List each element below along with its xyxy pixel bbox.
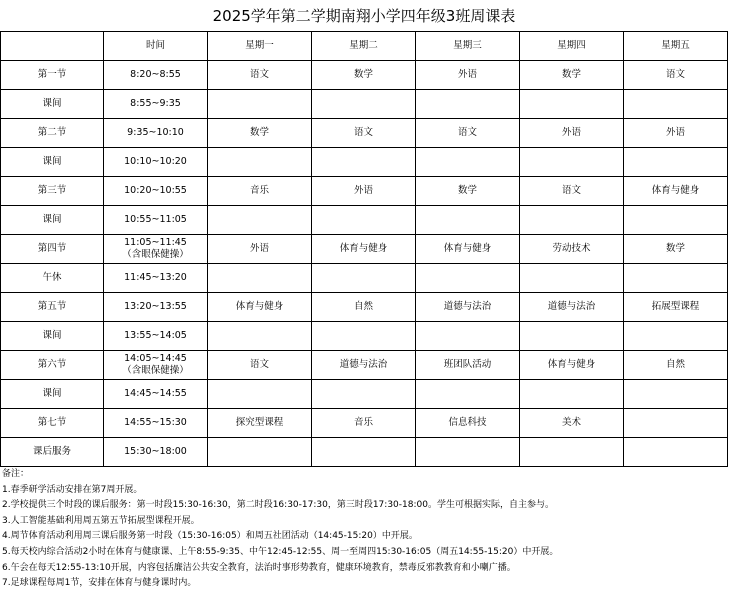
table-row (1, 61, 728, 90)
header-cell-time: 时间 (104, 32, 208, 61)
subject-cell: 数学 (416, 177, 520, 206)
subject-cell: 体育与健身 (208, 293, 312, 322)
table-row (1, 380, 728, 409)
subject-cell: 数学 (624, 235, 728, 264)
subject-cell: 体育与健身 (416, 235, 520, 264)
subject-cell: 外语 (208, 235, 312, 264)
period-time (104, 322, 208, 351)
period-time (104, 90, 208, 119)
subject-cell: 探究型课程 (208, 409, 312, 438)
subject-cell (312, 264, 416, 293)
period-time-range: 13:20~13:55 (124, 301, 187, 312)
period-time (104, 409, 208, 438)
period-label: 第三节 (1, 177, 104, 206)
period-time-range: 13:55~14:05 (124, 330, 187, 341)
subject-cell (312, 206, 416, 235)
subject-cell (416, 380, 520, 409)
subject-cell: 美术 (520, 409, 624, 438)
subject-cell: 自然 (312, 293, 416, 322)
subject-cell (208, 438, 312, 467)
subject-cell: 班团队活动 (416, 351, 520, 380)
subject-cell: 自然 (624, 351, 728, 380)
note-item: 2.学校提供三个时段的课后服务：第一时段15:30-16:30，第二时段16:30-17:30，第三时段17:30-18:00。学生可根据实际，自主参与。 (2, 500, 554, 511)
page-title: 2025学年第二学期南翔小学四年级3班周课表 (212, 7, 516, 25)
note-item: 1.春季研学活动安排在第7周开展。 (2, 484, 143, 495)
header-cell-wed: 星期三 (416, 32, 520, 61)
subject-cell (312, 322, 416, 351)
period-time-range: 8:55~9:35 (130, 98, 181, 109)
header-row (1, 32, 728, 61)
subject-cell (520, 148, 624, 177)
subject-cell: 音乐 (208, 177, 312, 206)
subject-cell (208, 206, 312, 235)
subject-cell: 道德与法治 (416, 293, 520, 322)
period-time (104, 380, 208, 409)
subject-cell: 道德与法治 (520, 293, 624, 322)
period-label: 课间 (1, 322, 104, 351)
subject-cell: 数学 (312, 61, 416, 90)
notes-heading: 备注： (2, 469, 30, 479)
table-row (1, 438, 728, 467)
subject-cell: 外语 (520, 119, 624, 148)
period-time (104, 177, 208, 206)
period-label: 课间 (1, 148, 104, 177)
period-time-range: 10:20~10:55 (124, 185, 187, 196)
period-label: 第七节 (1, 409, 104, 438)
period-time (104, 264, 208, 293)
subject-cell (520, 90, 624, 119)
subject-cell (208, 90, 312, 119)
period-label: 第六节 (1, 351, 104, 380)
subject-cell: 劳动技术 (520, 235, 624, 264)
period-time (104, 148, 208, 177)
period-time-range: 14:55~15:30 (124, 417, 187, 428)
note-item: 3.人工智能基础利用周五第五节拓展型课程开展。 (2, 515, 200, 526)
table-row (1, 322, 728, 351)
subject-cell (312, 148, 416, 177)
period-time-range: 8:20~8:55 (130, 69, 181, 80)
header-cell-mon: 星期一 (208, 32, 312, 61)
subject-cell: 信息科技 (416, 409, 520, 438)
table-row (1, 119, 728, 148)
note-item: 6.午会在每天12:55-13:10开展，内容包括廉洁公共安全教育，法治时事形势教育，健康环境教育，禁毒反邪教教育和小喇广播。 (2, 562, 516, 573)
table-row (1, 177, 728, 206)
table-row (1, 293, 728, 322)
period-time-range: 9:35~10:10 (127, 127, 184, 138)
period-time (104, 235, 208, 264)
subject-cell (624, 264, 728, 293)
note-item: 7.足球课程每周1节，安排在体育与健身课时内。 (2, 578, 197, 589)
period-label: 第一节 (1, 61, 104, 90)
subject-cell (416, 264, 520, 293)
subject-cell: 语文 (208, 61, 312, 90)
subject-cell (312, 90, 416, 119)
table-row (1, 409, 728, 438)
table-row (1, 90, 728, 119)
subject-cell (416, 206, 520, 235)
subject-cell (416, 438, 520, 467)
period-label: 课间 (1, 90, 104, 119)
period-time-range: 10:55~11:05 (124, 214, 187, 225)
period-time-range: 15:30~18:00 (124, 446, 187, 457)
subject-cell (208, 264, 312, 293)
subject-cell (520, 264, 624, 293)
period-time (104, 119, 208, 148)
subject-cell: 语文 (208, 351, 312, 380)
subject-cell (520, 322, 624, 351)
subject-cell: 语文 (624, 61, 728, 90)
header-cell-fri: 星期五 (624, 32, 728, 61)
header-cell-blank (1, 32, 104, 61)
timetable-body (1, 32, 728, 467)
subject-cell (520, 380, 624, 409)
header-cell-thu: 星期四 (520, 32, 624, 61)
subject-cell (624, 206, 728, 235)
period-time (104, 293, 208, 322)
period-time-range: 10:10~10:20 (124, 156, 187, 167)
period-time-range: 11:05~11:45 (124, 237, 187, 248)
subject-cell (624, 409, 728, 438)
period-time-range: 14:05~14:45 (124, 353, 187, 364)
period-label: 第四节 (1, 235, 104, 264)
subject-cell (416, 90, 520, 119)
subject-cell: 语文 (520, 177, 624, 206)
period-time-range: 11:45~13:20 (124, 272, 187, 283)
subject-cell: 外语 (312, 177, 416, 206)
subject-cell (312, 438, 416, 467)
timetable (0, 31, 728, 467)
subject-cell: 数学 (208, 119, 312, 148)
notes (2, 467, 728, 592)
note-item: 4.周节体育活动利用周三课后服务第一时段（15:30-16:05）和周五社团活动（14:45-15:20）中开展。 (2, 531, 418, 542)
table-row (1, 148, 728, 177)
period-time (104, 351, 208, 380)
subject-cell (208, 380, 312, 409)
subject-cell (624, 380, 728, 409)
table-row (1, 206, 728, 235)
subject-cell: 数学 (520, 61, 624, 90)
subject-cell: 外语 (624, 119, 728, 148)
subject-cell (208, 148, 312, 177)
subject-cell: 体育与健身 (312, 235, 416, 264)
subject-cell: 道德与法治 (312, 351, 416, 380)
subject-cell: 语文 (312, 119, 416, 148)
subject-cell: 外语 (416, 61, 520, 90)
period-time (104, 206, 208, 235)
table-row (1, 264, 728, 293)
subject-cell (520, 206, 624, 235)
subject-cell: 语文 (416, 119, 520, 148)
subject-cell (624, 322, 728, 351)
period-label: 第二节 (1, 119, 104, 148)
period-label: 第五节 (1, 293, 104, 322)
period-label: 课后服务 (1, 438, 104, 467)
subject-cell (624, 148, 728, 177)
subject-cell: 体育与健身 (624, 177, 728, 206)
subject-cell (416, 148, 520, 177)
header-cell-tue: 星期二 (312, 32, 416, 61)
period-time (104, 61, 208, 90)
note-item: 5.每天校内综合活动2小时在体育与健康课、上午8:55-9:35、中午12:45-12:55、周一至周四15:30-16:05（周五14:55-15:20）中开展。 (2, 546, 559, 557)
period-label: 课间 (1, 380, 104, 409)
period-time-range: 14:45~14:55 (124, 388, 187, 399)
subject-cell: 体育与健身 (520, 351, 624, 380)
subject-cell (312, 380, 416, 409)
table-row (1, 235, 728, 264)
period-time-note: （含眼保健操） (122, 365, 189, 376)
subject-cell: 拓展型课程 (624, 293, 728, 322)
subject-cell (416, 322, 520, 351)
subject-cell (520, 438, 624, 467)
period-time (104, 438, 208, 467)
period-label: 午休 (1, 264, 104, 293)
period-label: 课间 (1, 206, 104, 235)
subject-cell (624, 438, 728, 467)
period-time-note: （含眼保健操） (122, 249, 189, 260)
subject-cell (208, 322, 312, 351)
table-row (1, 351, 728, 380)
subject-cell: 音乐 (312, 409, 416, 438)
subject-cell (624, 90, 728, 119)
